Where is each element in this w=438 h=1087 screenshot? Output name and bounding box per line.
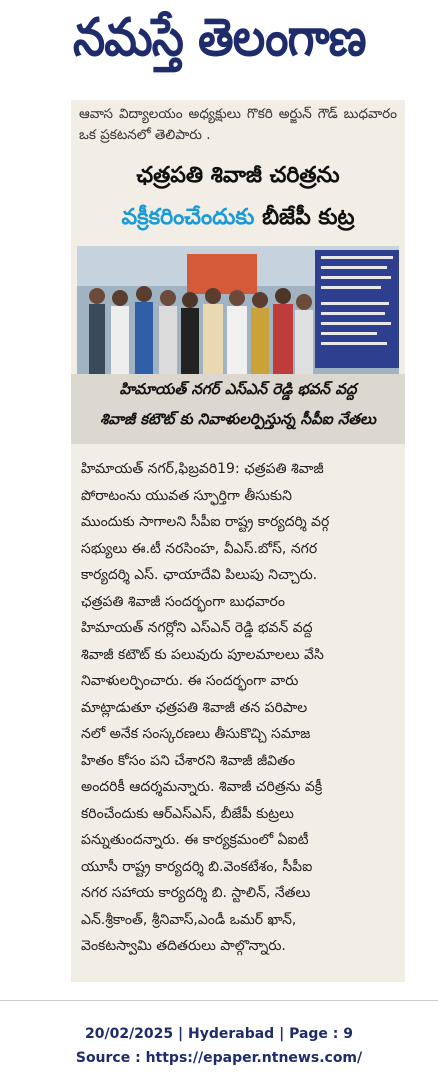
masthead bbox=[8, 4, 430, 72]
body-line: కార్యదర్శి ఎస్. ఛాయాదేవి పిలుపు నిచ్చారు. bbox=[81, 567, 318, 583]
body-line: అందరికీ ఆదర్శమన్నారు. శివాజీ చరిత్రను వక్రీ bbox=[81, 779, 323, 795]
headline-rest: బీజేపీ కుట్ర bbox=[254, 205, 355, 230]
footer-source: Source : https://epaper.ntnews.com/ bbox=[75, 1050, 363, 1066]
news-photo bbox=[77, 246, 399, 378]
headline-line-2 bbox=[71, 204, 405, 232]
body-line: ఛత్రపతి శివాజీ సందర్భంగా బుధవారం bbox=[81, 593, 285, 610]
news-clipping bbox=[71, 100, 405, 982]
body-line: శివాజీ కటౌట్ కు పలువురు పూలమాలలు వేసి bbox=[81, 646, 324, 663]
photo-caption bbox=[71, 374, 405, 444]
body-line: నివాళులర్పించారు. ఈ సందర్భంగా వారు bbox=[81, 673, 299, 689]
intro-text: ఆవాస విద్యాలయం అధ్యక్షులు గొకరి అర్జున్ గౌడ్ బుధవారం ఒక ప్రకటనలో తెలిపారు . bbox=[79, 106, 397, 143]
masthead-title: నమస్తే తెలంగాణ bbox=[72, 8, 366, 68]
body-line: హిమాయత్ నగర్లోని ఎస్ఎన్ రెడ్డి భవన్ వద్ద bbox=[81, 620, 313, 636]
headline-line-1: ఛత్రపతి శివాజీ చరిత్రను bbox=[136, 163, 340, 188]
body-line: హితం కోసం పని చేశారని శివాజీ జీవితం bbox=[81, 752, 296, 769]
body-line: నలో అనేక సంస్కరణలు తీసుకొచ్చి సమాజ bbox=[81, 726, 311, 742]
article-body bbox=[81, 456, 395, 960]
headline-accent: వక్రీకరించేందుకు bbox=[121, 205, 255, 230]
caption-line-1: హిమాయత్ నగర్ ఎస్ఎన్ రెడ్డి భవన్ వద్ద bbox=[119, 380, 357, 398]
protest-photo-illustration bbox=[77, 246, 399, 378]
body-line: పన్నుతుందన్నారు. ఈ కార్యక్రమంలో ఏఐటీ bbox=[81, 832, 309, 848]
footer-date-page: 20/02/2025 | Hyderabad | Page : 9 bbox=[84, 1026, 354, 1042]
body-line: సభ్యులు ఈ.టీ నరసింహ, వీఎస్.బోస్, నగర bbox=[81, 540, 318, 557]
body-line: వెంకటస్వామి తదితరులు పాల్గొన్నారు. bbox=[81, 938, 286, 954]
body-line: యూసీ రాష్ట్ర కార్యదర్శి బి.వెంకటేశం, సీపీఐ bbox=[81, 858, 313, 875]
body-line: ఎన్.శ్రీకాంత్, శ్రీనివాస్,ఎండీ ఒమర్ ఖాన్, bbox=[81, 911, 297, 928]
body-line: కరించేందుకు ఆర్ఎస్ఎస్, బీజేపీ కుట్రలు bbox=[81, 805, 294, 822]
body-line: హిమాయత్ నగర్,ఫిబ్రవరి19: ఛత్రపతి శివాజీ bbox=[81, 461, 324, 477]
body-line: ముందుకు సాగాలని సీపీఐ రాష్ట్ర కార్యదర్శి వర్గ bbox=[81, 514, 330, 530]
body-line: మాట్లాడుతూ ఛత్రపతి శివాజీ తన పరిపాల bbox=[81, 699, 308, 716]
footer-divider bbox=[0, 1000, 438, 1001]
caption-line-2: శివాజీ కటౌట్ కు నివాళులర్పిస్తున్న సీపీఐ నేతలు bbox=[100, 410, 376, 428]
body-line: నగర సహాయ కార్యదర్శి బి. స్టాలిన్, నేతలు bbox=[81, 885, 311, 901]
body-line: పోరాటంను యువత స్ఫూర్తిగా తీసుకుని bbox=[81, 487, 292, 504]
